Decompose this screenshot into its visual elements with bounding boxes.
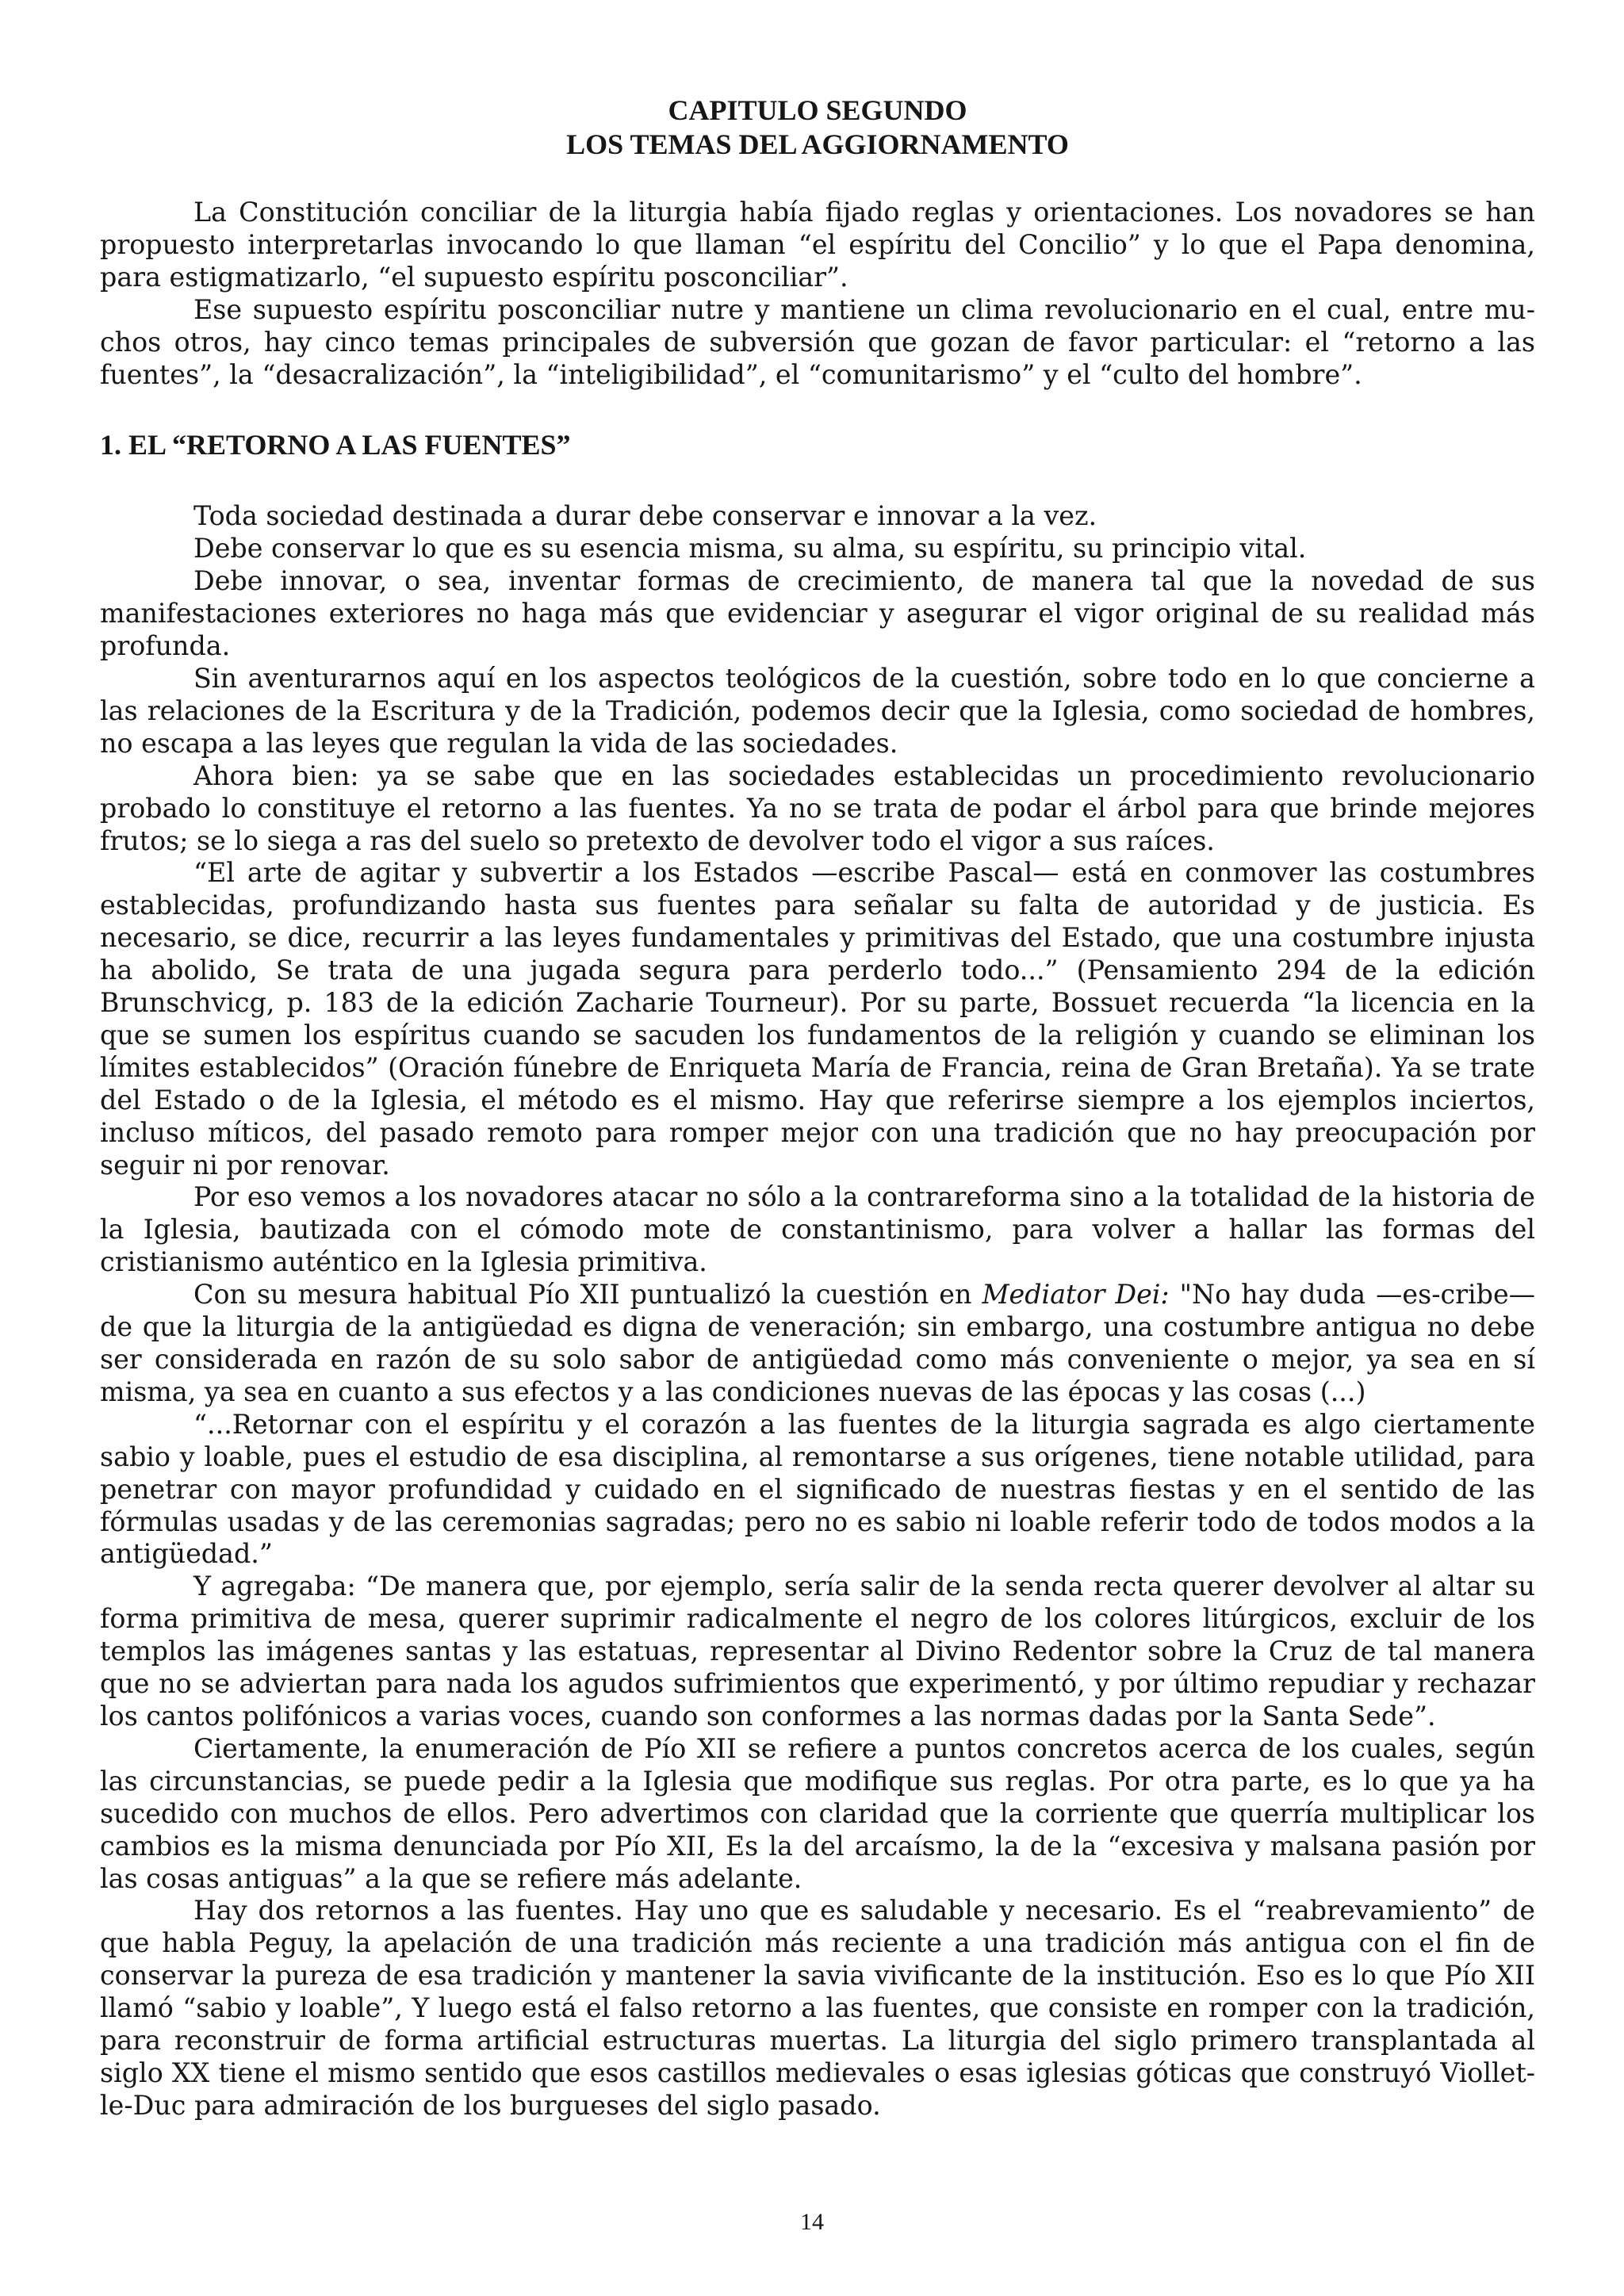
body-paragraph: Debe conservar lo que es su esencia misma, su alma, su espíritu, su principio vital. [193,533,1307,564]
mediator-dei-paragraph [100,1279,1535,1409]
body-paragraph: Por eso vemos a los novadores atacar no sólo a la contrareforma sino a la totalidad de la historia de la Iglesia, bautizada con el cómodo mote de constantinismo, para volver a hallar las formas del cristianismo auténtico en la Iglesia primitiva. [100,1181,1535,1278]
body-paragraph: Y agregaba: “De manera que, por ejemplo, sería salir de la senda recta querer devolver al altar su forma primitiva de mesa, querer suprimir radicalmente el negro de los colores litúrgicos, excluir de los templos las imágenes santas y las estatuas, representar al Divino Redentor sobre la Cruz de tal manera que no se adviertan para nada los agudos sufrimientos que experimentó, y por último repudiar y rechazar los cantos polifónicos a varias voces, cuando son conformes a las normas dadas por la Santa Sede”. [100,1571,1535,1732]
quotation-text: "No hay duda —es-cribe— de que la liturgia de la antigüedad es digna de veneración; sin embargo, una costumbre antigua no debe ser considerada en razón de su solo sabor de antigüedad como más conveniente o mejor, ya sea en sí misma, ya sea en cuanto a sus efectos y a las condiciones nuevas de las épocas y las cosas (...) [100,1279,1535,1407]
encyclical-title: Mediator Dei: [982,1279,1170,1311]
body-paragraph: Ciertamente, la enumeración de Pío XII se refiere a puntos concretos acerca de los cuales, según las circunstancias, se puede pedir a la Iglesia que modifique sus reglas. Por otra parte, es lo que ya ha sucedido con muchos de ellos. Pero advertimos con claridad que la corriente que querría multiplicar los cambios es la misma denunciada por Pío XII, Es la del arcaísmo, la de la “excesiva y malsana pasión por las cosas antiguas” a la que se refiere más adelante. [100,1732,1535,1894]
intro-paragraph: Ese supuesto espíritu posconciliar nutre y mantiene un clima revolucionario en el cual, entre muchos otros, hay cinco temas principales de subversión que gozan de favor particular: el “retorno a las fuentes”, la “desacralización”, la “inteligibilidad”, el “comunitarismo” y el “culto del hombre”. [100,293,1535,390]
chapter-title [100,94,1535,162]
body-paragraph: Ahora bien: ya se sabe que en las sociedades establecidas un procedimiento revolucionario probado lo constituye el retorno a las fuentes. Ya no se trata de podar el árbol para que brinde mejores frutos; se lo siega a ras del suelo so pretexto de devolver todo el vigor a sus raíces. [100,760,1535,856]
body-paragraph: Sin aventurarnos aquí en los aspectos teológicos de la cuestión, sobre todo en lo que concierne a las relaciones de la Escritura y de la Tradición, podemos decir que la Iglesia, como sociedad de hombres, no escapa a las leyes que regulan la vida de las sociedades. [100,662,1535,759]
paragraph-gap [1170,1279,1180,1310]
body-paragraph: “...Retornar con el espíritu y el corazón a las fuentes de la liturgia sagrada es algo ciertamente sabio y loable, pues el estudio de esa disciplina, al remontarse a sus orígenes, tiene notable utilidad, para penetrar con mayor profundidad y cuidado en el significado de nuestras fiestas y en el sentido de las fórmulas usadas y de las ceremonias sagradas; pero no es sabio ni loable referir todo de todos modos a la antigüedad.” [100,1408,1535,1570]
document-page [100,94,1535,2122]
paragraph-lead-text: Con su mesura habitual Pío XII puntualizó la cuestión en [193,1279,982,1311]
chapter-number: CAPITULO SEGUNDO [668,94,967,126]
body-paragraph: Toda sociedad destinada a durar debe conservar e innovar a la vez. [193,500,1097,532]
body-paragraph: Debe innovar, o sea, inventar formas de crecimiento, de manera tal que la novedad de sus manifestaciones exteriores no haga más que evidenciar y asegurar el vigor original de su realidad más profunda. [100,565,1535,662]
page-number: 14 [800,2209,824,2235]
chapter-subtitle: LOS TEMAS DEL AGGIORNAMENTO [566,128,1069,160]
section-heading: 1. EL “RETORNO A LAS FUENTES” [100,429,571,461]
intro-paragraph: La Constitución conciliar de la liturgia había fijado reglas y orientaciones. Los novadores se han propuesto interpretarlas invocando lo que llaman “el espíritu del Concilio” y lo que el Papa denomina, para estigmatizarlo, “el supuesto espíritu posconciliar”. [100,197,1535,293]
body-paragraph: Hay dos retornos a las fuentes. Hay uno que es saludable y necesario. Es el “reabrevamiento” de que habla Peguy, la apelación de una tradición más reciente a una tradición más antigua con el fin de conservar la pureza de esa tradición y mantener la savia vivificante de la institución. Eso es lo que Pío XII llamó “sabio y loable”, Y luego está el falso retorno a las fuentes, que consiste en romper con la tradición, para reconstruir de forma artificial estructuras muertas. La liturgia del siglo primero transplantada al siglo XX tiene el mismo sentido que esos castillos medievales o esas iglesias góticas que construyó Viollet-le-Duc para admiración de los burgueses del siglo pasado. [100,1895,1535,2121]
body-paragraph: “El arte de agitar y subvertir a los Estados —escribe Pascal— está en conmover las costumbres establecidas, profundizando hasta sus fuentes para señalar su falta de autoridad y de justicia. Es necesario, se dice, recurrir a las leyes fundamentales y primitivas del Estado, que una costumbre injusta ha abolido, Se trata de una jugada segura para perderlo todo...” (Pensamiento 294 de la edición Brunschvicg, p. 183 de la edición Zacharie Tourneur). Por su parte, Bossuet recuerda “la licencia en la que se sumen los espíritus cuando se sacuden los fundamentos de la religión y cuando se eliminan los límites establecidos” (Oración fúnebre de Enriqueta María de Francia, reina de Gran Bretaña). Ya se trate del Estado o de la Iglesia, el método es el mismo. Hay que referirse siempre a los ejemplos inciertos, incluso míticos, del pasado remoto para romper mejor con una tradición que no hay preocupación por seguir ni por renovar. [100,857,1535,1181]
